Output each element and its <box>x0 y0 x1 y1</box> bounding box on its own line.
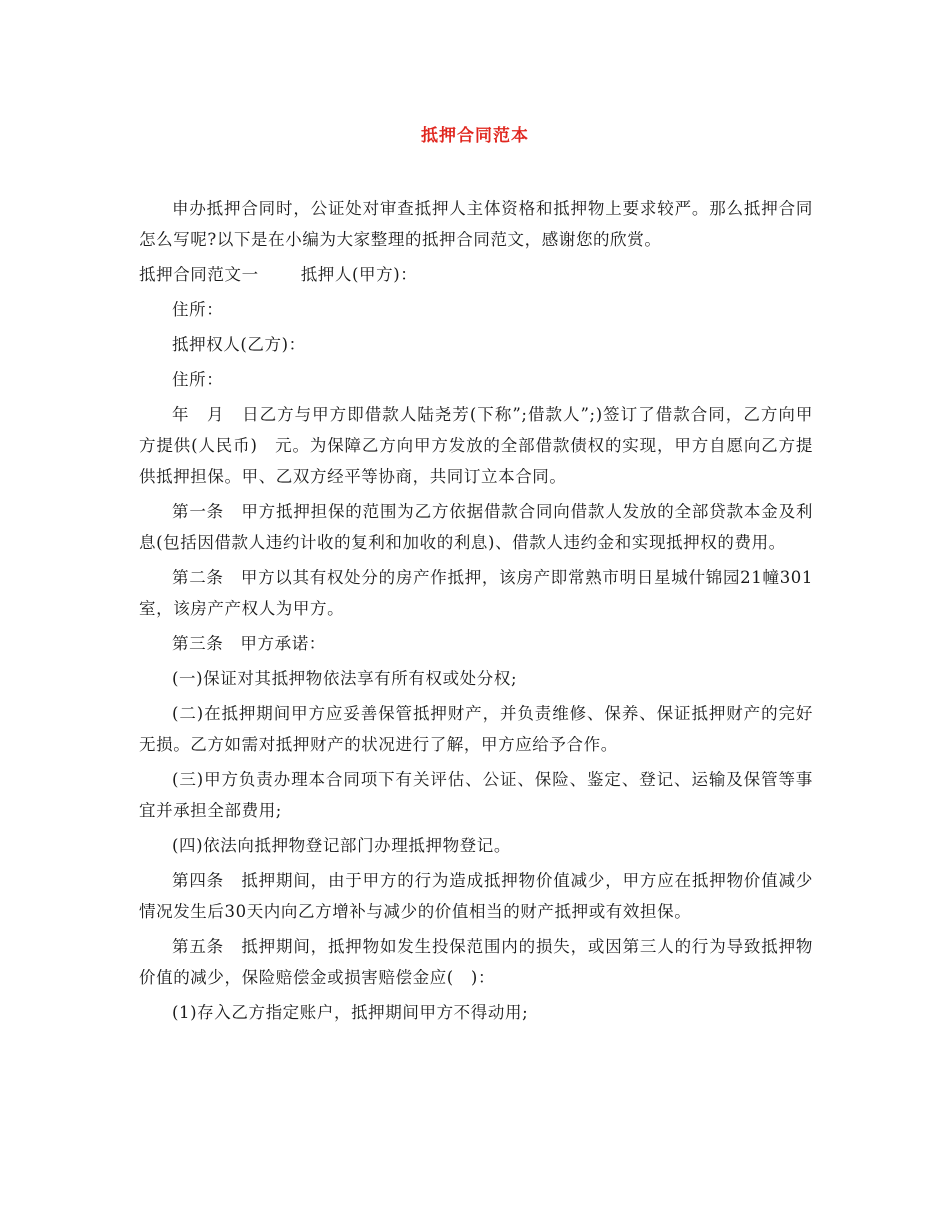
article-3-item-4: (四)依法向抵押物登记部门办理抵押物登记。 <box>172 836 511 855</box>
mortgagee-address: 住所： <box>172 370 224 389</box>
article-3-heading: 第三条 甲方承诺： <box>172 634 326 653</box>
preamble-paragraph: 年 月 日乙方与甲方即借款人陆尧芳(下称”;借款人”;)签订了借款合同，乙方向甲方提供(人民币) 元。为保障乙方向甲方发放的全部借款债权的实现，甲方自愿向乙方提供抵押担保。甲、乙双方经平等协商，共同订立本合同。 <box>139 405 813 486</box>
mortgagor-label: 抵押人(甲方)： <box>300 265 418 284</box>
article-2: 第二条 甲方以其有权处分的房产作抵押，该房产即常熟市明日星城什锦园21幢301室，该房产产权人为甲方。 <box>139 568 813 618</box>
article-4: 第四条 抵押期间，由于甲方的行为造成抵押物价值减少，甲方应在抵押物价值减少情况发生后30天内向乙方增补与减少的价值相当的财产抵押或有效担保。 <box>139 871 813 921</box>
intro-paragraph: 申办抵押合同时，公证处对审查抵押人主体资格和抵押物上要求较严。那么抵押合同怎么写呢?以下是在小编为大家整理的抵押合同范文，感谢您的欣赏。 <box>139 199 813 249</box>
article-5: 第五条 抵押期间，抵押物如发生投保范围内的损失，或因第三人的行为导致抵押物价值的减少，保险赔偿金或损害赔偿金应( )： <box>139 937 813 987</box>
article-1: 第一条 甲方抵押担保的范围为乙方依据借款合同向借款人发放的全部贷款本金及利息(包括因借款人违约计收的复利和加收的利息)、借款人违约金和实现抵押权的费用。 <box>139 502 813 552</box>
sample-label: 抵押合同范文一 <box>139 265 259 284</box>
document-title: 抵押合同范本 <box>421 126 529 146</box>
sample-heading-line <box>139 259 813 290</box>
article-3-item-2: (二)在抵押期间甲方应妥善保管抵押财产，并负责维修、保养、保证抵押财产的完好无损。乙方如需对抵押财产的状况进行了解，甲方应给予合作。 <box>139 704 813 754</box>
article-3-item-3: (三)甲方负责办理本合同项下有关评估、公证、保险、鉴定、登记、运输及保管等事宜并承担全部费用; <box>139 770 813 820</box>
mortgagor-address: 住所： <box>172 300 224 319</box>
document-body <box>139 193 813 1032</box>
article-5-item-1: (1)存入乙方指定账户，抵押期间甲方不得动用; <box>172 1003 529 1022</box>
mortgagee-label: 抵押权人(乙方)： <box>172 335 306 354</box>
article-3-item-1: (一)保证对其抵押物依法享有所有权或处分权; <box>172 669 518 688</box>
